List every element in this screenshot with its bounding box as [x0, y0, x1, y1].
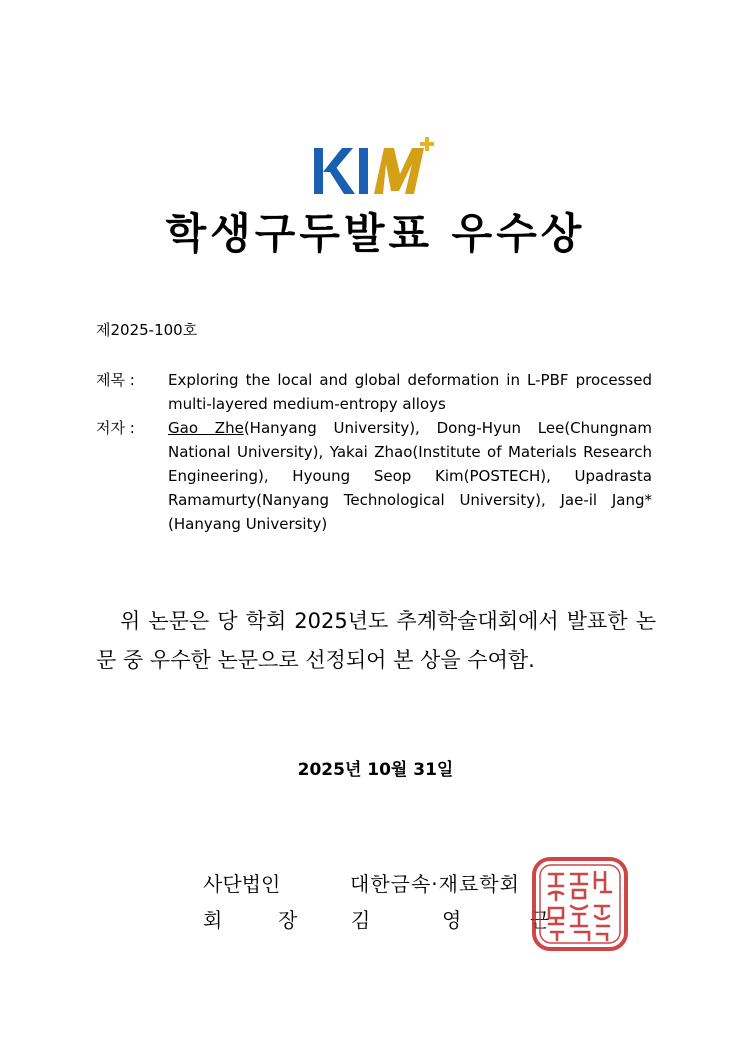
president-title-2: 장: [278, 908, 298, 932]
author-label: 저자 :: [96, 419, 135, 437]
title-label: 제목 :: [96, 371, 135, 389]
coauthors: (Hanyang University), Dong-Hyun Lee(Chungnam National University), Yakai Zhao(Institute of Materials Research Engineering), Hyoung Seop Kim(POSTECH), Upadrasta Ramamurty(Nanyang Technological University), Jae-il Jang*(Hanyang University): [168, 419, 652, 533]
awardee-name: Gao Zhe: [168, 419, 244, 437]
president-name-3: 근: [530, 908, 550, 932]
paper-title: Exploring the local and global deformation in L-PBF processed multi-layered medium-entropy alloys: [168, 371, 652, 413]
author-list: [168, 416, 652, 536]
kim-logo: [306, 134, 442, 198]
official-seal-icon: [531, 856, 629, 952]
award-date: 2025년 10월 31일: [297, 760, 454, 780]
document-number: 제2025-100호: [96, 321, 198, 339]
president-name-1: 김: [351, 908, 371, 932]
org-name: 대한금속·재료학회: [350, 872, 520, 896]
certificate-title: 학생구두발표 우수상: [165, 209, 586, 258]
award-statement: 위 논문은 당 학회 2025년도 추계학술대회에서 발표한 논문 중 우수한 논문으로 선정되어 본 상을 수여함.: [96, 609, 656, 672]
org-type: 사단법인: [203, 872, 281, 896]
president-title-1: 회: [203, 908, 223, 932]
president-name-2: 영: [442, 908, 462, 932]
